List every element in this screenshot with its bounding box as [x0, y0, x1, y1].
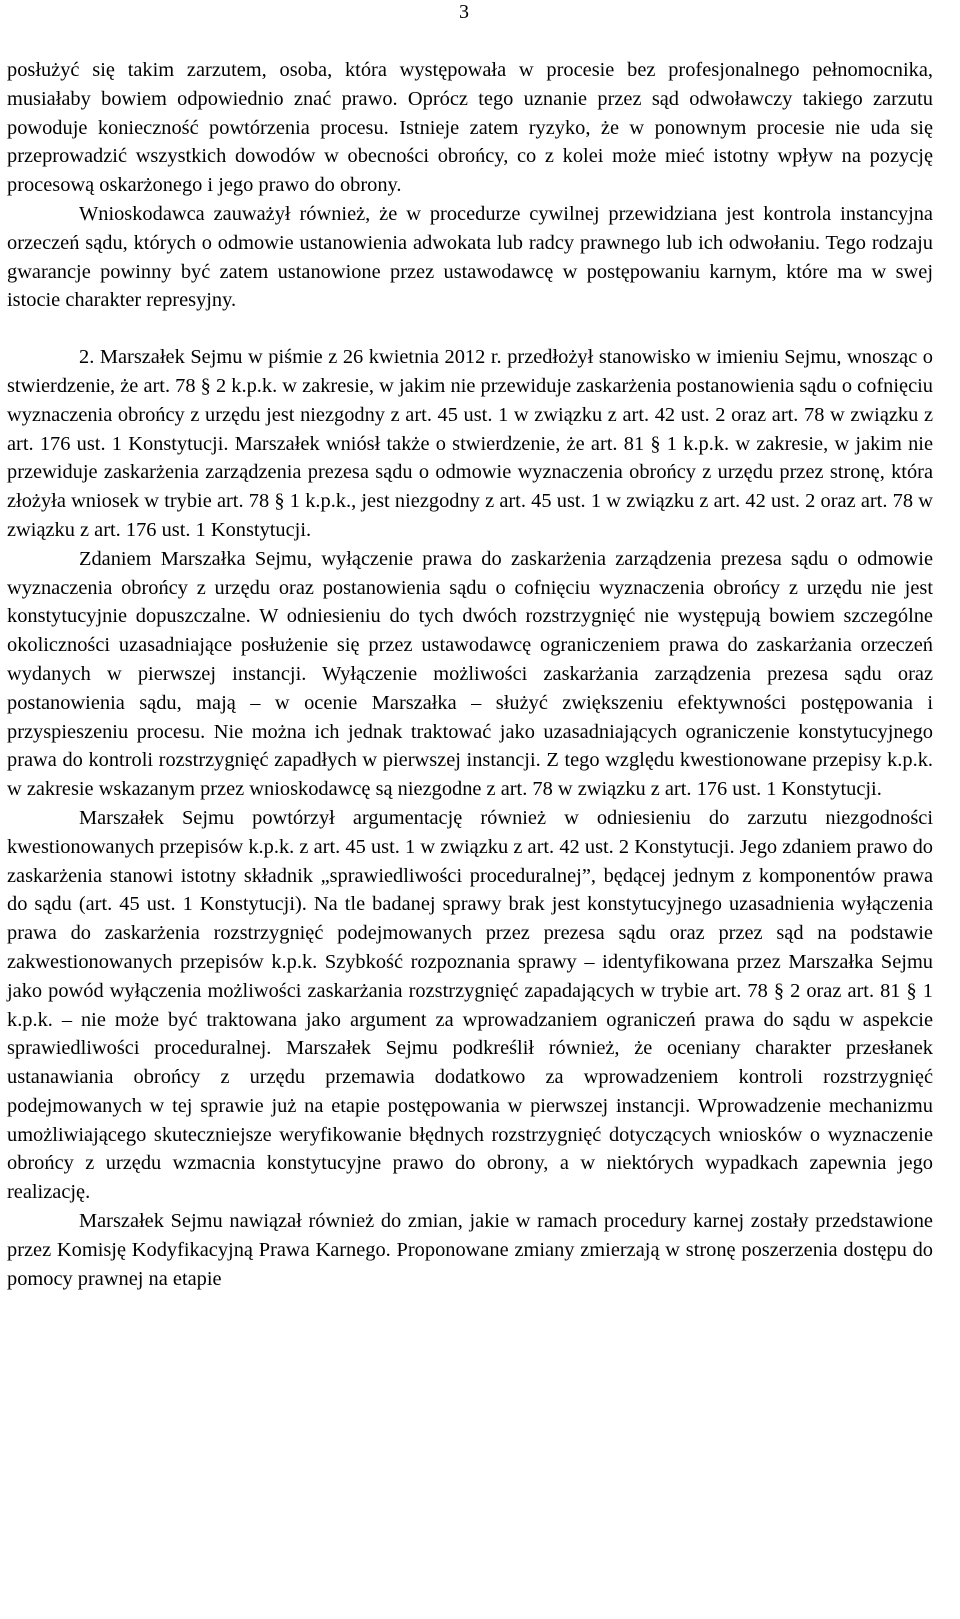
paragraph-1: posłużyć się takim zarzutem, osoba, która występowała w procesie bez profesjonalnego pełnomocnika, musiałaby bowiem odpowiednio znać prawo. Oprócz tego uznanie przez sąd odwoławczy takiego zarzutu powoduje konieczność powtórzenia procesu. Istnieje zatem ryzyko, że w ponownym procesie nie uda się przeprowadzić wszystkich dowodów w obecności obrońcy, co z kolei może mieć istotny wpływ na pozycję procesową oskarżonego i jego prawo do obrony.: [7, 59, 933, 197]
paragraph-3: 2. Marszałek Sejmu w piśmie z 26 kwietnia 2012 r. przedłożył stanowisko w imieniu Sejmu, wnosząc o stwierdzenie, że art. 78 § 2 k.p.k. w zakresie, w jakim nie przewiduje zaskarżenia postanowienia sądu o cofnięciu wyznaczenia obrońcy z urzędu jest niezgodny z art. 45 ust. 1 w związku z art. 42 ust. 2 oraz art. 78 w związku z art. 176 ust. 1 Konstytucji. Marszałek wniósł także o stwierdzenie, że art. 81 § 1 k.p.k. w zakresie, w jakim nie przewiduje zaskarżenia zarządzenia prezesa sądu o odmowie wyznaczenia obrońcy z urzędu przez stronę, która złożyła wniosek w trybie art. 78 § 1 k.p.k., jest niezgodny z art. 45 ust. 1 w związku z art. 42 ust. 2 oraz art. 78 w związku z art. 176 ust. 1 Konstytucji.: [7, 346, 933, 541]
paragraph-2: Wnioskodawca zauważył również, że w procedurze cywilnej przewidziana jest kontrola instancyjna orzeczeń sądu, których o odmowie ustanowienia adwokata lub radcy prawnego lub ich odwołaniu. Tego rodzaju gwarancje powinny być zatem ustanowione przez ustawodawcę w postępowaniu karnym, które ma w swej istocie charakter represyjny.: [7, 202, 933, 312]
paragraph-4: Zdaniem Marszałka Sejmu, wyłączenie prawa do zaskarżenia zarządzenia prezesa sądu o odmowie wyznaczenia obrońcy z urzędu oraz postanowienia sądu o cofnięciu wyznaczenia obrońcy z urzędu nie jest konstytucyjnie dopuszczalne. W odniesieniu do tych dwóch rozstrzygnięć nie występują bowiem szczególne okoliczności uzasadniające posłużenie się przez ustawodawcę ograniczeniem prawa do zaskarżania orzeczeń wydanych w pierwszej instancji. Wyłączenie możliwości zaskarżania zarządzenia prezesa sądu oraz postanowienia sądu, mają – w ocenie Marszałka – służyć zwiększeniu efektywności postępowania i przyspieszeniu procesu. Nie można ich jednak traktować jako uzasadniających ograniczenie konstytucyjnego prawa do kontroli rozstrzygnięć zapadłych w pierwszej instancji. Z tego względu kwestionowane przepisy k.p.k. w zakresie wskazanym przez wnioskodawcę są niezgodne z art. 78 w związku z art. 176 ust. 1 Konstytucji.: [7, 547, 933, 801]
paragraph-6: Marszałek Sejmu nawiązał również do zmian, jakie w ramach procedury karnej zostały przedstawione przez Komisję Kodyfikacyjną Prawa Karnego. Proponowane zmiany zmierzają w stronę poszerzenia dostępu do pomocy prawnej na etapie: [7, 1210, 933, 1290]
page-number: 3: [459, 1, 469, 23]
paragraph-5: Marszałek Sejmu powtórzył argumentację również w odniesieniu do zarzutu niezgodności kwestionowanych przepisów k.p.k. z art. 45 ust. 1 w związku z art. 42 ust. 2 Konstytucji. Jego zdaniem prawo do zaskarżenia stanowi istotny składnik „sprawiedliwości proceduralnej”, będącej jednym z komponentów prawa do sądu (art. 45 ust. 1 Konstytucji). Na tle badanej sprawy brak jest konstytucyjnego uzasadnienia wyłączenia prawa do zaskarżenia rozstrzygnięć podejmowanych przez prezesa sądu oraz przez sąd na podstawie zakwestionowanych przepisów k.p.k. Szybkość rozpoznania sprawy – identyfikowana przez Marszałka Sejmu jako powód wyłączenia możliwości zaskarżania rozstrzygnięć zapadających w trybie art. 78 § 2 oraz art. 81 § 1 k.p.k. – nie może być traktowana jako argument za wprowadzaniem ograniczeń prawa do sądu w aspekcie sprawiedliwości proceduralnej. Marszałek Sejmu podkreślił również, że oceniany charakter przesłanek ustanawiania obrońcy z urzędu przemawia dodatkowo za wprowadzeniem kontroli rozstrzygnięć podejmowanych w tej sprawie już na etapie postępowania w pierwszej instancji. Wprowadzenie mechanizmu umożliwiającego skuteczniejsze weryfikowanie błędnych rozstrzygnięć dotyczących wniosków o wyznaczenie obrońcy z urzędu wzmacnia konstytucyjne prawo do obrony, a w niektórych wypadkach zapewnia jego realizację.: [7, 806, 933, 1204]
document-body: [7, 56, 933, 1293]
